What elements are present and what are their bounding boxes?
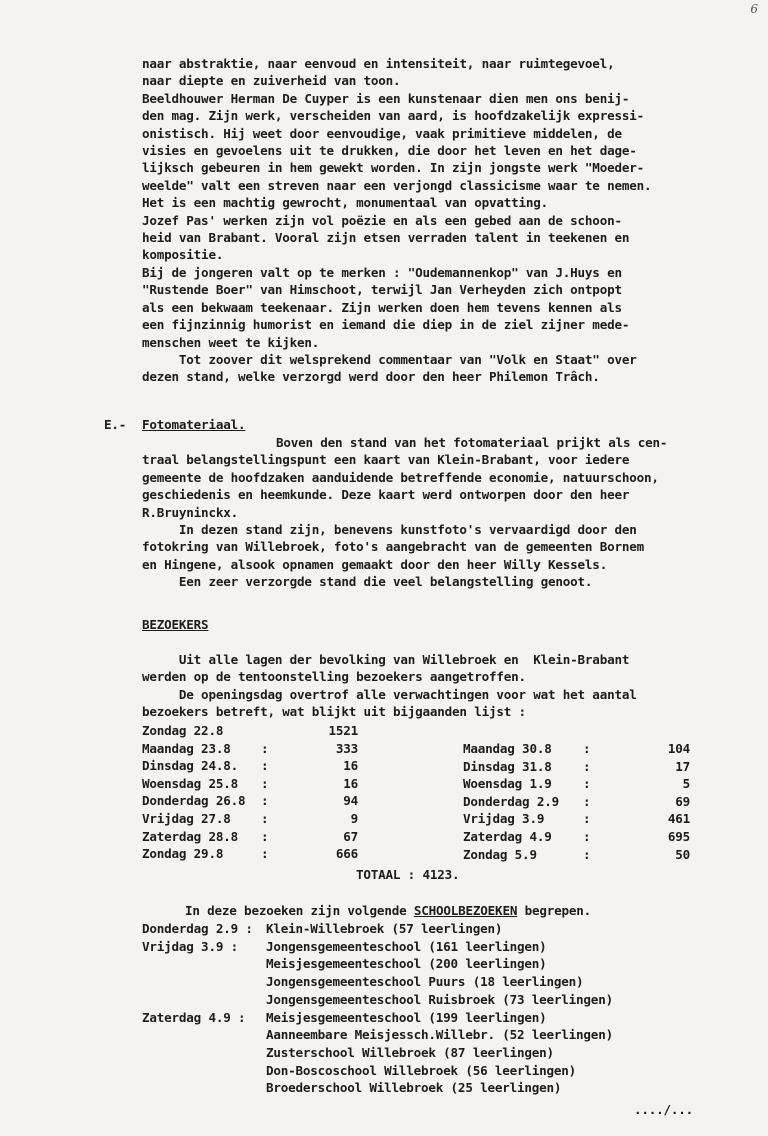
intro-line: kompositie. <box>142 247 224 263</box>
visitor-count: 104 <box>667 741 690 756</box>
visitor-day: Zondag 5.9 <box>463 846 537 862</box>
visitor-separator: : <box>583 846 591 862</box>
school-visit-entry: Don-Boscoschool Willebroek (56 leerlingen) <box>266 1062 577 1078</box>
intro-line: lijksch gebeuren in hem gewekt worden. In zijn jongste werk "Moeder- <box>142 160 644 176</box>
section-e-line: traal belangstellingspunt een kaart van Klein-Brabant, voor iedere <box>142 452 630 468</box>
intro-line: Het is een machtig gewrocht, monumentaal van opvatting. <box>142 195 549 211</box>
visitor-day: Vrijdag 27.8 <box>142 811 231 826</box>
intro-line: een fijnzinnig humorist en iemand die diep in de ziel zijner mede- <box>142 317 630 333</box>
continuation-mark: ..../... <box>634 1102 694 1117</box>
visitor-separator: : <box>583 811 591 827</box>
school-visit-entry: Aanneembare Meisjessch.Willebr. (52 leerlingen) <box>266 1027 613 1043</box>
section-e-line: fotokring van Willebroek, foto's aangebracht van de gemeenten Bornem <box>142 539 644 555</box>
school-visit-entry: Jongensgemeenteschool Ruisbroek (73 leerlingen) <box>266 991 613 1007</box>
section-e-line: R.Bruyninckx. <box>142 504 238 520</box>
bezoekers-line: De openingsdag overtrof alle verwachtingen voor wat het aantal <box>142 686 637 702</box>
visitor-count: 5 <box>682 776 690 792</box>
intro-text <box>142 55 752 386</box>
section-e-marker: E.- <box>104 417 127 432</box>
bezoekers-line: werden op de tentoonstelling bezoekers aangetroffen. <box>142 669 526 685</box>
visitor-count: 333 <box>335 740 358 756</box>
section-e-line: gemeente de hoofdzaken aanduidende betreffende economie, natuurschoon, <box>142 469 659 485</box>
visitor-separator: : <box>261 828 269 844</box>
page-number: 6 <box>750 2 758 16</box>
visitor-day: Zondag 22.8 <box>142 723 224 738</box>
visitor-count: 1521 <box>328 723 358 738</box>
school-visit-entry: Meisjesgemeenteschool (200 leerlingen) <box>266 956 547 972</box>
visitor-separator: : <box>261 740 269 756</box>
visitor-count: 9 <box>350 811 358 826</box>
intro-line: menschen weet te kijken. <box>142 334 320 350</box>
section-e-line: In dezen stand zijn, benevens kunstfoto's vervaardigd door den <box>142 522 637 538</box>
visitor-count: 16 <box>343 758 358 774</box>
school-intro-keyword: SCHOOLBEZOEKEN <box>413 903 518 918</box>
intro-line: Jozef Pas' werken zijn vol poëzie en als een gebed aan de schoon- <box>142 212 622 228</box>
intro-line: onistisch. Hij weet door eenvoudige, vaak primitieve middelen, de <box>142 125 622 141</box>
visitor-day: Zaterdag 4.9 <box>463 829 552 844</box>
visitor-count: 461 <box>667 811 690 827</box>
bezoekers-line: Uit alle lagen der bevolking van Willebroek en Klein-Brabant <box>142 652 630 667</box>
visitor-separator: : <box>261 793 269 809</box>
intro-line: heid van Brabant. Vooral zijn etsen verraden talent in teekenen en <box>142 230 630 246</box>
intro-line: visies en gevoelens uit te drukken, die door het leven en het dage- <box>142 143 637 159</box>
intro-line: dezen stand, welke verzorgd werd door den heer Philemon Trâch. <box>142 369 600 385</box>
school-visit-entry: Meisjesgemeenteschool (199 leerlingen) <box>266 1009 547 1025</box>
intro-line: Bij de jongeren valt op te merken : "Oudemannenkop" van J.Huys en <box>142 264 622 280</box>
section-e-line: geschiedenis en heemkunde. Deze kaart werd ontworpen door den heer <box>142 487 630 503</box>
visitor-day: Donderdag 2.9 <box>463 793 559 809</box>
visitor-count: 666 <box>335 846 358 862</box>
visitor-separator: : <box>261 811 269 826</box>
visitor-count: 17 <box>675 758 690 774</box>
section-e-line: Boven den stand van het fotomateriaal prijkt als cen- <box>276 435 668 450</box>
visitor-separator: : <box>261 775 269 791</box>
visitor-count: 50 <box>675 846 690 862</box>
visitor-day: Vrijdag 3.9 <box>463 811 545 827</box>
intro-line: Tot zoover dit welsprekend commentaar van "Volk en Staat" over <box>142 351 637 367</box>
section-e-line: Een zeer verzorgde stand die veel belangstelling genoot. <box>142 574 593 590</box>
visitor-separator: : <box>583 758 591 774</box>
intro-line: naar diepte en zuiverheid van toon. <box>142 73 401 89</box>
visitor-count: 94 <box>343 793 358 809</box>
visitor-day: Dinsdag 31.8 <box>463 758 552 774</box>
visitor-day: Zaterdag 28.8 <box>142 828 238 844</box>
visitor-total: TOTAAL : 4123. <box>356 867 460 882</box>
visitor-day: Woensdag 1.9 <box>463 776 552 792</box>
visitor-count: 695 <box>667 829 690 844</box>
visitor-day: Zondag 29.8 <box>142 846 224 862</box>
visitor-separator: : <box>583 776 591 792</box>
school-intro-prefix: In deze bezoeken zijn volgende <box>185 903 414 918</box>
school-visit-date: Zaterdag 4.9 : <box>142 1009 246 1025</box>
visitor-separator: : <box>583 829 591 844</box>
visitor-day: Maandag 23.8 <box>142 740 231 756</box>
intro-line: als een bekwaam teekenaar. Zijn werken doen hem tevens kennen als <box>142 299 622 315</box>
intro-line: weelde" valt een streven naar een verjongd classicisme waar te nemen. <box>142 177 652 193</box>
intro-line: Beeldhouwer Herman De Cuyper is een kunstenaar dien men ons benij- <box>142 90 630 106</box>
intro-line: den mag. Zijn werk, verscheiden van aard, is hoofdzakelijk expressi- <box>142 108 644 124</box>
bezoekers-text <box>142 651 762 721</box>
school-intro-suffix: begrepen. <box>517 903 592 918</box>
visitor-separator: : <box>261 758 269 774</box>
school-visit-entry: Zusterschool Willebroek (87 leerlingen) <box>266 1044 554 1060</box>
bezoekers-heading: BEZOEKERS <box>142 617 209 632</box>
visitor-separator: : <box>583 793 591 809</box>
school-visit-date: Donderdag 2.9 : <box>142 921 253 936</box>
visitor-day: Maandag 30.8 <box>463 741 552 756</box>
intro-line: naar abstraktie, naar eenvoud en intensiteit, naar ruimtegevoel, <box>142 56 615 71</box>
section-e-heading: Fotomateriaal. <box>142 417 246 432</box>
school-visit-entry: Klein-Willebroek (57 leerlingen) <box>266 921 503 936</box>
visitor-separator: : <box>583 741 591 756</box>
visitor-day: Donderdag 26.8 <box>142 793 246 809</box>
section-e-line: en Hingene, alsook opnamen gemaakt door den heer Willy Kessels. <box>142 556 608 572</box>
visitor-count: 16 <box>343 775 358 791</box>
bezoekers-line: bezoekers betreft, wat blijkt uit bijgaanden lijst : <box>142 704 526 720</box>
school-intro <box>185 902 591 919</box>
visitor-count: 67 <box>343 828 358 844</box>
visitor-separator: : <box>261 846 269 862</box>
school-visit-date: Vrijdag 3.9 : <box>142 938 238 954</box>
school-visit-entry: Jongensgemeenteschool Puurs (18 leerlingen) <box>266 974 584 990</box>
school-visit-entry: Jongensgemeenteschool (161 leerlingen) <box>266 938 547 954</box>
visitor-day: Dinsdag 24.8. <box>142 758 238 774</box>
visitor-day: Woensdag 25.8 <box>142 775 238 791</box>
visitor-count: 69 <box>675 793 690 809</box>
school-visit-entry: Broederschool Willebroek (25 leerlingen) <box>266 1080 562 1096</box>
intro-line: "Rustende Boer" van Himschoot, terwijl Jan Verheyden zich ontpopt <box>142 282 622 298</box>
section-e-text <box>142 434 762 591</box>
